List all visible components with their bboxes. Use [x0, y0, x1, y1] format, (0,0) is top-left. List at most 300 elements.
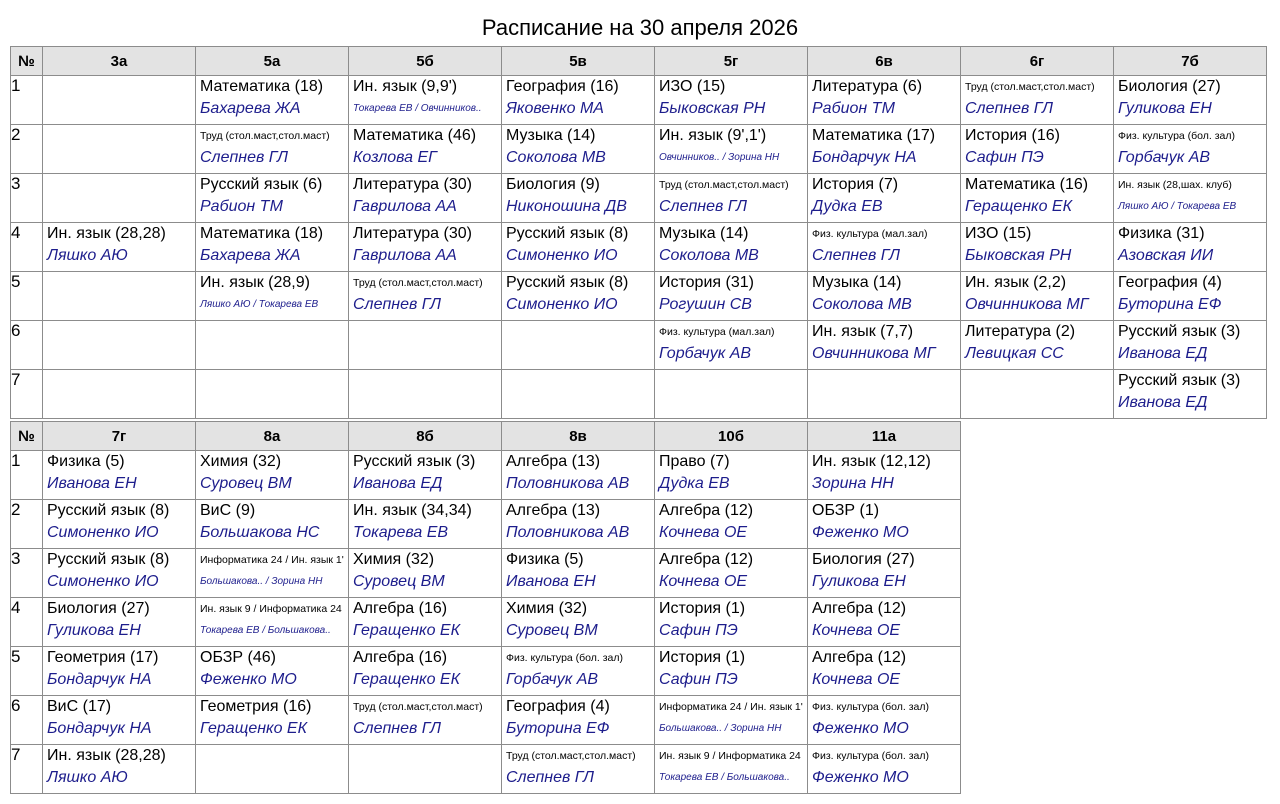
lesson-cell	[655, 321, 808, 370]
lesson-number: 1	[11, 451, 43, 500]
subject-label: Ин. язык 9 / Информатика 24	[200, 603, 342, 615]
subject-label: Физика (5)	[506, 551, 584, 568]
teacher-label: Половникова АВ	[506, 524, 630, 541]
lesson-cell	[1114, 125, 1267, 174]
lesson-number: 1	[11, 76, 43, 125]
subject-label: Ин. язык (34,34)	[353, 502, 472, 519]
teacher-label: Сафин ПЭ	[659, 671, 738, 688]
teacher-label: Слепнев ГЛ	[506, 769, 594, 786]
subject-label: ИЗО (15)	[965, 225, 1032, 242]
teacher-label: Кочнева ОЕ	[812, 671, 901, 688]
lesson-cell	[43, 696, 196, 745]
teacher-label: Симоненко ИО	[47, 524, 159, 541]
lesson-cell	[808, 549, 961, 598]
subject-label: Труд (стол.маст,стол.маст)	[965, 81, 1095, 93]
lesson-cell	[196, 272, 349, 321]
class-header: 8а	[196, 422, 349, 451]
teacher-label: Овчинникова МГ	[965, 296, 1089, 313]
teacher-label: Слепнев ГЛ	[200, 149, 288, 166]
teacher-label: Азовская ИИ	[1118, 247, 1214, 264]
subject-label: Русский язык (3)	[1118, 372, 1241, 389]
lesson-number: 6	[11, 696, 43, 745]
class-header: 5г	[655, 47, 808, 76]
teacher-label: Гаврилова АА	[353, 198, 457, 215]
lesson-cell	[349, 174, 502, 223]
subject-label: Биология (9)	[506, 176, 600, 193]
teacher-label: Дудка ЕВ	[659, 475, 730, 492]
empty-lesson-cell	[196, 370, 349, 419]
teacher-label: Горбачук АВ	[659, 345, 752, 362]
subject-label: Право (7)	[659, 453, 730, 470]
teacher-label: Овчинникова МГ	[812, 345, 936, 362]
lesson-cell	[502, 174, 655, 223]
lesson-cell	[1114, 223, 1267, 272]
class-header: 5б	[349, 47, 502, 76]
lesson-number: 4	[11, 223, 43, 272]
lesson-cell	[349, 500, 502, 549]
teacher-label: Слепнев ГЛ	[659, 198, 747, 215]
subject-label: Математика (17)	[812, 127, 936, 144]
lesson-cell	[502, 745, 655, 794]
subject-label: Ин. язык (28,28)	[47, 747, 166, 764]
lesson-cell	[808, 696, 961, 745]
subject-label: Русский язык (8)	[47, 551, 170, 568]
lesson-cell	[43, 598, 196, 647]
lesson-cell	[196, 451, 349, 500]
lesson-number: 2	[11, 500, 43, 549]
lesson-cell	[349, 76, 502, 125]
lesson-cell	[43, 549, 196, 598]
teacher-label: Горбачук АВ	[1118, 149, 1211, 166]
subject-label: Биология (27)	[1118, 78, 1221, 95]
teacher-label: Ляшко АЮ / Токарева ЕВ	[200, 299, 319, 310]
class-header: 11а	[808, 422, 961, 451]
subject-label: География (4)	[506, 698, 610, 715]
empty-lesson-cell	[502, 370, 655, 419]
lesson-cell	[655, 500, 808, 549]
subject-label: Алгебра (13)	[506, 502, 601, 519]
lesson-cell	[808, 451, 961, 500]
lesson-row	[11, 125, 1267, 174]
empty-lesson-cell	[196, 745, 349, 794]
teacher-label: Сафин ПЭ	[659, 622, 738, 639]
empty-lesson-cell	[502, 321, 655, 370]
lesson-row	[11, 321, 1267, 370]
teacher-label: Сафин ПЭ	[965, 149, 1044, 166]
lesson-cell	[808, 223, 961, 272]
class-header: 5а	[196, 47, 349, 76]
subject-label: История (16)	[965, 127, 1060, 144]
lesson-cell	[502, 223, 655, 272]
subject-label: Алгебра (16)	[353, 649, 448, 666]
lesson-cell	[961, 272, 1114, 321]
subject-label: Алгебра (13)	[506, 453, 601, 470]
lesson-cell	[349, 125, 502, 174]
empty-lesson-cell	[43, 272, 196, 321]
lesson-cell	[43, 223, 196, 272]
subject-label: Ин. язык (9,9')	[353, 78, 458, 95]
lesson-cell	[196, 500, 349, 549]
lesson-cell	[502, 272, 655, 321]
lesson-cell	[349, 223, 502, 272]
teacher-label: Феженко МО	[200, 671, 297, 688]
subject-label: ИЗО (15)	[659, 78, 726, 95]
class-header: 5в	[502, 47, 655, 76]
teacher-label: Горбачук АВ	[506, 671, 599, 688]
empty-lesson-cell	[349, 745, 502, 794]
subject-label: Математика (46)	[353, 127, 477, 144]
teacher-label: Иванова ЕН	[47, 475, 137, 492]
lesson-cell	[808, 125, 961, 174]
subject-label: Математика (18)	[200, 225, 324, 242]
teacher-label: Суровец ВМ	[506, 622, 598, 639]
lesson-cell	[808, 647, 961, 696]
lesson-row	[11, 451, 961, 500]
subject-label: Ин. язык (7,7)	[812, 323, 914, 340]
lesson-cell	[655, 272, 808, 321]
class-header: 7г	[43, 422, 196, 451]
class-header: 8в	[502, 422, 655, 451]
schedule-table-top	[10, 46, 1267, 419]
subject-label: Физика (31)	[1118, 225, 1205, 242]
teacher-label: Симоненко ИО	[506, 247, 618, 264]
subject-label: Русский язык (8)	[506, 225, 629, 242]
teacher-label: Слепнев ГЛ	[353, 296, 441, 313]
subject-label: География (4)	[1118, 274, 1222, 291]
teacher-label: Симоненко ИО	[506, 296, 618, 313]
lesson-row	[11, 549, 961, 598]
lesson-row	[11, 370, 1267, 419]
lesson-cell	[808, 321, 961, 370]
teacher-label: Зорина НН	[812, 475, 894, 492]
subject-label: Ин. язык (2,2)	[965, 274, 1067, 291]
class-header: 10б	[655, 422, 808, 451]
subject-label: Ин. язык (28,28)	[47, 225, 166, 242]
teacher-label: Гуликова ЕН	[812, 573, 906, 590]
lesson-cell	[196, 696, 349, 745]
teacher-label: Никоношина ДВ	[506, 198, 627, 215]
lesson-cell	[43, 647, 196, 696]
teacher-label: Слепнев ГЛ	[812, 247, 900, 264]
subject-label: Русский язык (3)	[1118, 323, 1241, 340]
subject-label: Ин. язык 9 / Информатика 24	[659, 750, 801, 762]
teacher-label: Иванова ЕД	[1118, 394, 1208, 411]
subject-label: Алгебра (12)	[812, 600, 907, 617]
subject-label: Информатика 24 / Ин. язык 1'	[659, 701, 803, 713]
lesson-cell	[196, 174, 349, 223]
teacher-label: Дудка ЕВ	[812, 198, 883, 215]
teacher-label: Иванова ЕД	[1118, 345, 1208, 362]
subject-label: Физика (5)	[47, 453, 125, 470]
header-row	[11, 422, 961, 451]
teacher-label: Большакова НС	[200, 524, 320, 541]
lesson-number: 5	[11, 647, 43, 696]
lesson-row	[11, 647, 961, 696]
lesson-number: 6	[11, 321, 43, 370]
teacher-label: Буторина ЕФ	[506, 720, 610, 737]
teacher-label: Половникова АВ	[506, 475, 630, 492]
subject-label: История (31)	[659, 274, 754, 291]
teacher-label: Большакова.. / Зорина НН	[200, 576, 323, 587]
subject-label: Труд (стол.маст,стол.маст)	[506, 750, 636, 762]
lesson-cell	[349, 272, 502, 321]
subject-label: Химия (32)	[353, 551, 435, 568]
teacher-label: Соколова МВ	[659, 247, 759, 264]
lesson-cell	[502, 125, 655, 174]
lesson-cell	[808, 272, 961, 321]
teacher-label: Быковская РН	[965, 247, 1072, 264]
lesson-number: 2	[11, 125, 43, 174]
class-header: 6г	[961, 47, 1114, 76]
lesson-cell	[808, 745, 961, 794]
lesson-cell	[43, 745, 196, 794]
lesson-number-header: №	[11, 422, 43, 451]
subject-label: ВиС (9)	[200, 502, 256, 519]
teacher-label: Козлова ЕГ	[353, 149, 437, 166]
lesson-row	[11, 223, 1267, 272]
teacher-label: Симоненко ИО	[47, 573, 159, 590]
lesson-number: 4	[11, 598, 43, 647]
subject-label: Литература (2)	[965, 323, 1076, 340]
lesson-cell	[196, 598, 349, 647]
lesson-row	[11, 500, 961, 549]
teacher-label: Гаврилова АА	[353, 247, 457, 264]
teacher-label: Яковенко МА	[506, 100, 604, 117]
lesson-cell	[808, 598, 961, 647]
lesson-number: 7	[11, 745, 43, 794]
lesson-cell	[196, 223, 349, 272]
subject-label: Ин. язык (12,12)	[812, 453, 931, 470]
subject-label: Литература (6)	[812, 78, 923, 95]
empty-lesson-cell	[43, 370, 196, 419]
subject-label: Алгебра (12)	[659, 551, 754, 568]
lesson-cell	[349, 451, 502, 500]
class-header: 6в	[808, 47, 961, 76]
subject-label: Русский язык (3)	[353, 453, 476, 470]
lesson-cell	[196, 125, 349, 174]
empty-lesson-cell	[196, 321, 349, 370]
teacher-label: Геращенко ЕК	[353, 622, 461, 639]
lesson-cell	[1114, 370, 1267, 419]
lesson-cell	[655, 223, 808, 272]
subject-label: Физ. культура (бол. зал)	[1118, 130, 1236, 142]
subject-label: Труд (стол.маст,стол.маст)	[659, 179, 789, 191]
subject-label: Музыка (14)	[812, 274, 902, 291]
class-header: 8б	[349, 422, 502, 451]
subject-label: Русский язык (8)	[506, 274, 629, 291]
teacher-label: Слепнев ГЛ	[353, 720, 441, 737]
subject-label: Литература (30)	[353, 176, 472, 193]
lesson-cell	[349, 549, 502, 598]
class-header: 7б	[1114, 47, 1267, 76]
teacher-label: Рабион ТМ	[812, 100, 895, 117]
class-header: 3а	[43, 47, 196, 76]
empty-lesson-cell	[43, 76, 196, 125]
subject-label: Физ. культура (мал.зал)	[659, 326, 775, 338]
lesson-cell	[961, 76, 1114, 125]
lesson-number: 5	[11, 272, 43, 321]
lesson-cell	[502, 76, 655, 125]
lesson-cell	[808, 174, 961, 223]
empty-lesson-cell	[43, 174, 196, 223]
teacher-label: Кочнева ОЕ	[659, 573, 748, 590]
lesson-row	[11, 598, 961, 647]
lesson-cell	[349, 696, 502, 745]
teacher-label: Бондарчук НА	[47, 671, 152, 688]
lesson-cell	[1114, 174, 1267, 223]
lesson-cell	[655, 647, 808, 696]
teacher-label: Рогушин СВ	[659, 296, 752, 313]
lesson-cell	[655, 696, 808, 745]
teacher-label: Слепнев ГЛ	[965, 100, 1053, 117]
lesson-cell	[502, 696, 655, 745]
lesson-cell	[808, 500, 961, 549]
subject-label: История (1)	[659, 600, 746, 617]
empty-lesson-cell	[43, 125, 196, 174]
teacher-label: Суровец ВМ	[353, 573, 445, 590]
subject-label: История (7)	[812, 176, 899, 193]
subject-label: История (1)	[659, 649, 746, 666]
lesson-cell	[655, 745, 808, 794]
subject-label: Литература (30)	[353, 225, 472, 242]
subject-label: Биология (27)	[47, 600, 150, 617]
lesson-cell	[961, 321, 1114, 370]
page-title: Расписание на 30 апреля 2026	[481, 15, 799, 40]
lesson-cell	[502, 598, 655, 647]
lesson-cell	[655, 451, 808, 500]
teacher-label: Большакова.. / Зорина НН	[659, 723, 782, 734]
subject-label: Алгебра (12)	[659, 502, 754, 519]
subject-label: Биология (27)	[812, 551, 915, 568]
lesson-cell	[1114, 321, 1267, 370]
lesson-cell	[196, 76, 349, 125]
teacher-label: Ляшко АЮ / Токарева ЕВ	[1118, 201, 1237, 212]
header-row	[11, 47, 1267, 76]
subject-label: Алгебра (12)	[812, 649, 907, 666]
teacher-label: Рабион ТМ	[200, 198, 283, 215]
teacher-label: Бондарчук НА	[812, 149, 917, 166]
subject-label: Геометрия (16)	[200, 698, 312, 715]
teacher-label: Геращенко ЕК	[965, 198, 1073, 215]
lesson-cell	[1114, 76, 1267, 125]
teacher-label: Ляшко АЮ	[47, 769, 128, 786]
teacher-label: Феженко МО	[812, 524, 909, 541]
lesson-row	[11, 272, 1267, 321]
lesson-cell	[196, 549, 349, 598]
subject-label: ОБЗР (46)	[200, 649, 276, 666]
subject-label: ОБЗР (1)	[812, 502, 880, 519]
teacher-label: Гуликова ЕН	[47, 622, 141, 639]
subject-label: Русский язык (6)	[200, 176, 323, 193]
teacher-label: Токарева ЕВ / Большакова..	[200, 625, 331, 636]
empty-lesson-cell	[349, 370, 502, 419]
subject-label: Математика (16)	[965, 176, 1089, 193]
lesson-cell	[961, 174, 1114, 223]
subject-label: Химия (32)	[200, 453, 282, 470]
lesson-cell	[349, 647, 502, 696]
teacher-label: Бахарева ЖА	[200, 247, 301, 264]
subject-label: Химия (32)	[506, 600, 588, 617]
lesson-cell	[1114, 272, 1267, 321]
subject-label: Геометрия (17)	[47, 649, 159, 666]
lesson-cell	[655, 125, 808, 174]
teacher-label: Соколова МВ	[506, 149, 606, 166]
subject-label: Ин. язык (28,9)	[200, 274, 310, 291]
subject-label: Физ. культура (бол. зал)	[812, 750, 930, 762]
lesson-row	[11, 696, 961, 745]
teacher-label: Быковская РН	[659, 100, 766, 117]
lesson-cell	[655, 174, 808, 223]
lesson-cell	[43, 500, 196, 549]
lesson-cell	[961, 223, 1114, 272]
teacher-label: Суровец ВМ	[200, 475, 292, 492]
teacher-label: Ляшко АЮ	[47, 247, 128, 264]
subject-label: Алгебра (16)	[353, 600, 448, 617]
teacher-label: Геращенко ЕК	[200, 720, 308, 737]
lesson-number: 3	[11, 549, 43, 598]
teacher-label: Токарева ЕВ / Большакова..	[659, 772, 790, 783]
lesson-number: 3	[11, 174, 43, 223]
subject-label: Математика (18)	[200, 78, 324, 95]
empty-lesson-cell	[43, 321, 196, 370]
lesson-cell	[502, 647, 655, 696]
teacher-label: Левицкая СС	[965, 345, 1064, 362]
teacher-label: Овчинников.. / Зорина НН	[659, 152, 780, 163]
subject-label: Музыка (14)	[506, 127, 596, 144]
teacher-label: Феженко МО	[812, 720, 909, 737]
subject-label: Труд (стол.маст,стол.маст)	[353, 277, 483, 289]
teacher-label: Бондарчук НА	[47, 720, 152, 737]
teacher-label: Буторина ЕФ	[1118, 296, 1222, 313]
subject-label: ВиС (17)	[47, 698, 112, 715]
subject-label: Физ. культура (бол. зал)	[812, 701, 930, 713]
lesson-cell	[502, 549, 655, 598]
lesson-row	[11, 76, 1267, 125]
lesson-cell	[961, 125, 1114, 174]
empty-lesson-cell	[655, 370, 808, 419]
schedule-table-bottom	[10, 421, 961, 794]
lesson-row	[11, 745, 961, 794]
teacher-label: Кочнева ОЕ	[659, 524, 748, 541]
teacher-label: Гуликова ЕН	[1118, 100, 1212, 117]
lesson-cell	[655, 76, 808, 125]
empty-lesson-cell	[808, 370, 961, 419]
empty-lesson-cell	[349, 321, 502, 370]
teacher-label: Геращенко ЕК	[353, 671, 461, 688]
lesson-row	[11, 174, 1267, 223]
lesson-cell	[655, 549, 808, 598]
empty-lesson-cell	[961, 370, 1114, 419]
subject-label: Ин. язык (9',1')	[659, 127, 767, 144]
lesson-cell	[349, 598, 502, 647]
teacher-label: Соколова МВ	[812, 296, 912, 313]
lesson-cell	[502, 500, 655, 549]
subject-label: Труд (стол.маст,стол.маст)	[200, 130, 330, 142]
teacher-label: Токарева ЕВ	[353, 524, 449, 541]
subject-label: Труд (стол.маст,стол.маст)	[353, 701, 483, 713]
teacher-label: Иванова ЕД	[353, 475, 443, 492]
subject-label: Ин. язык (28,шах. клуб)	[1118, 179, 1232, 191]
subject-label: Русский язык (8)	[47, 502, 170, 519]
lesson-cell	[43, 451, 196, 500]
lesson-cell	[655, 598, 808, 647]
subject-label: География (16)	[506, 78, 619, 95]
teacher-label: Кочнева ОЕ	[812, 622, 901, 639]
teacher-label: Бахарева ЖА	[200, 100, 301, 117]
lesson-number-header: №	[11, 47, 43, 76]
lesson-cell	[808, 76, 961, 125]
teacher-label: Иванова ЕН	[506, 573, 596, 590]
